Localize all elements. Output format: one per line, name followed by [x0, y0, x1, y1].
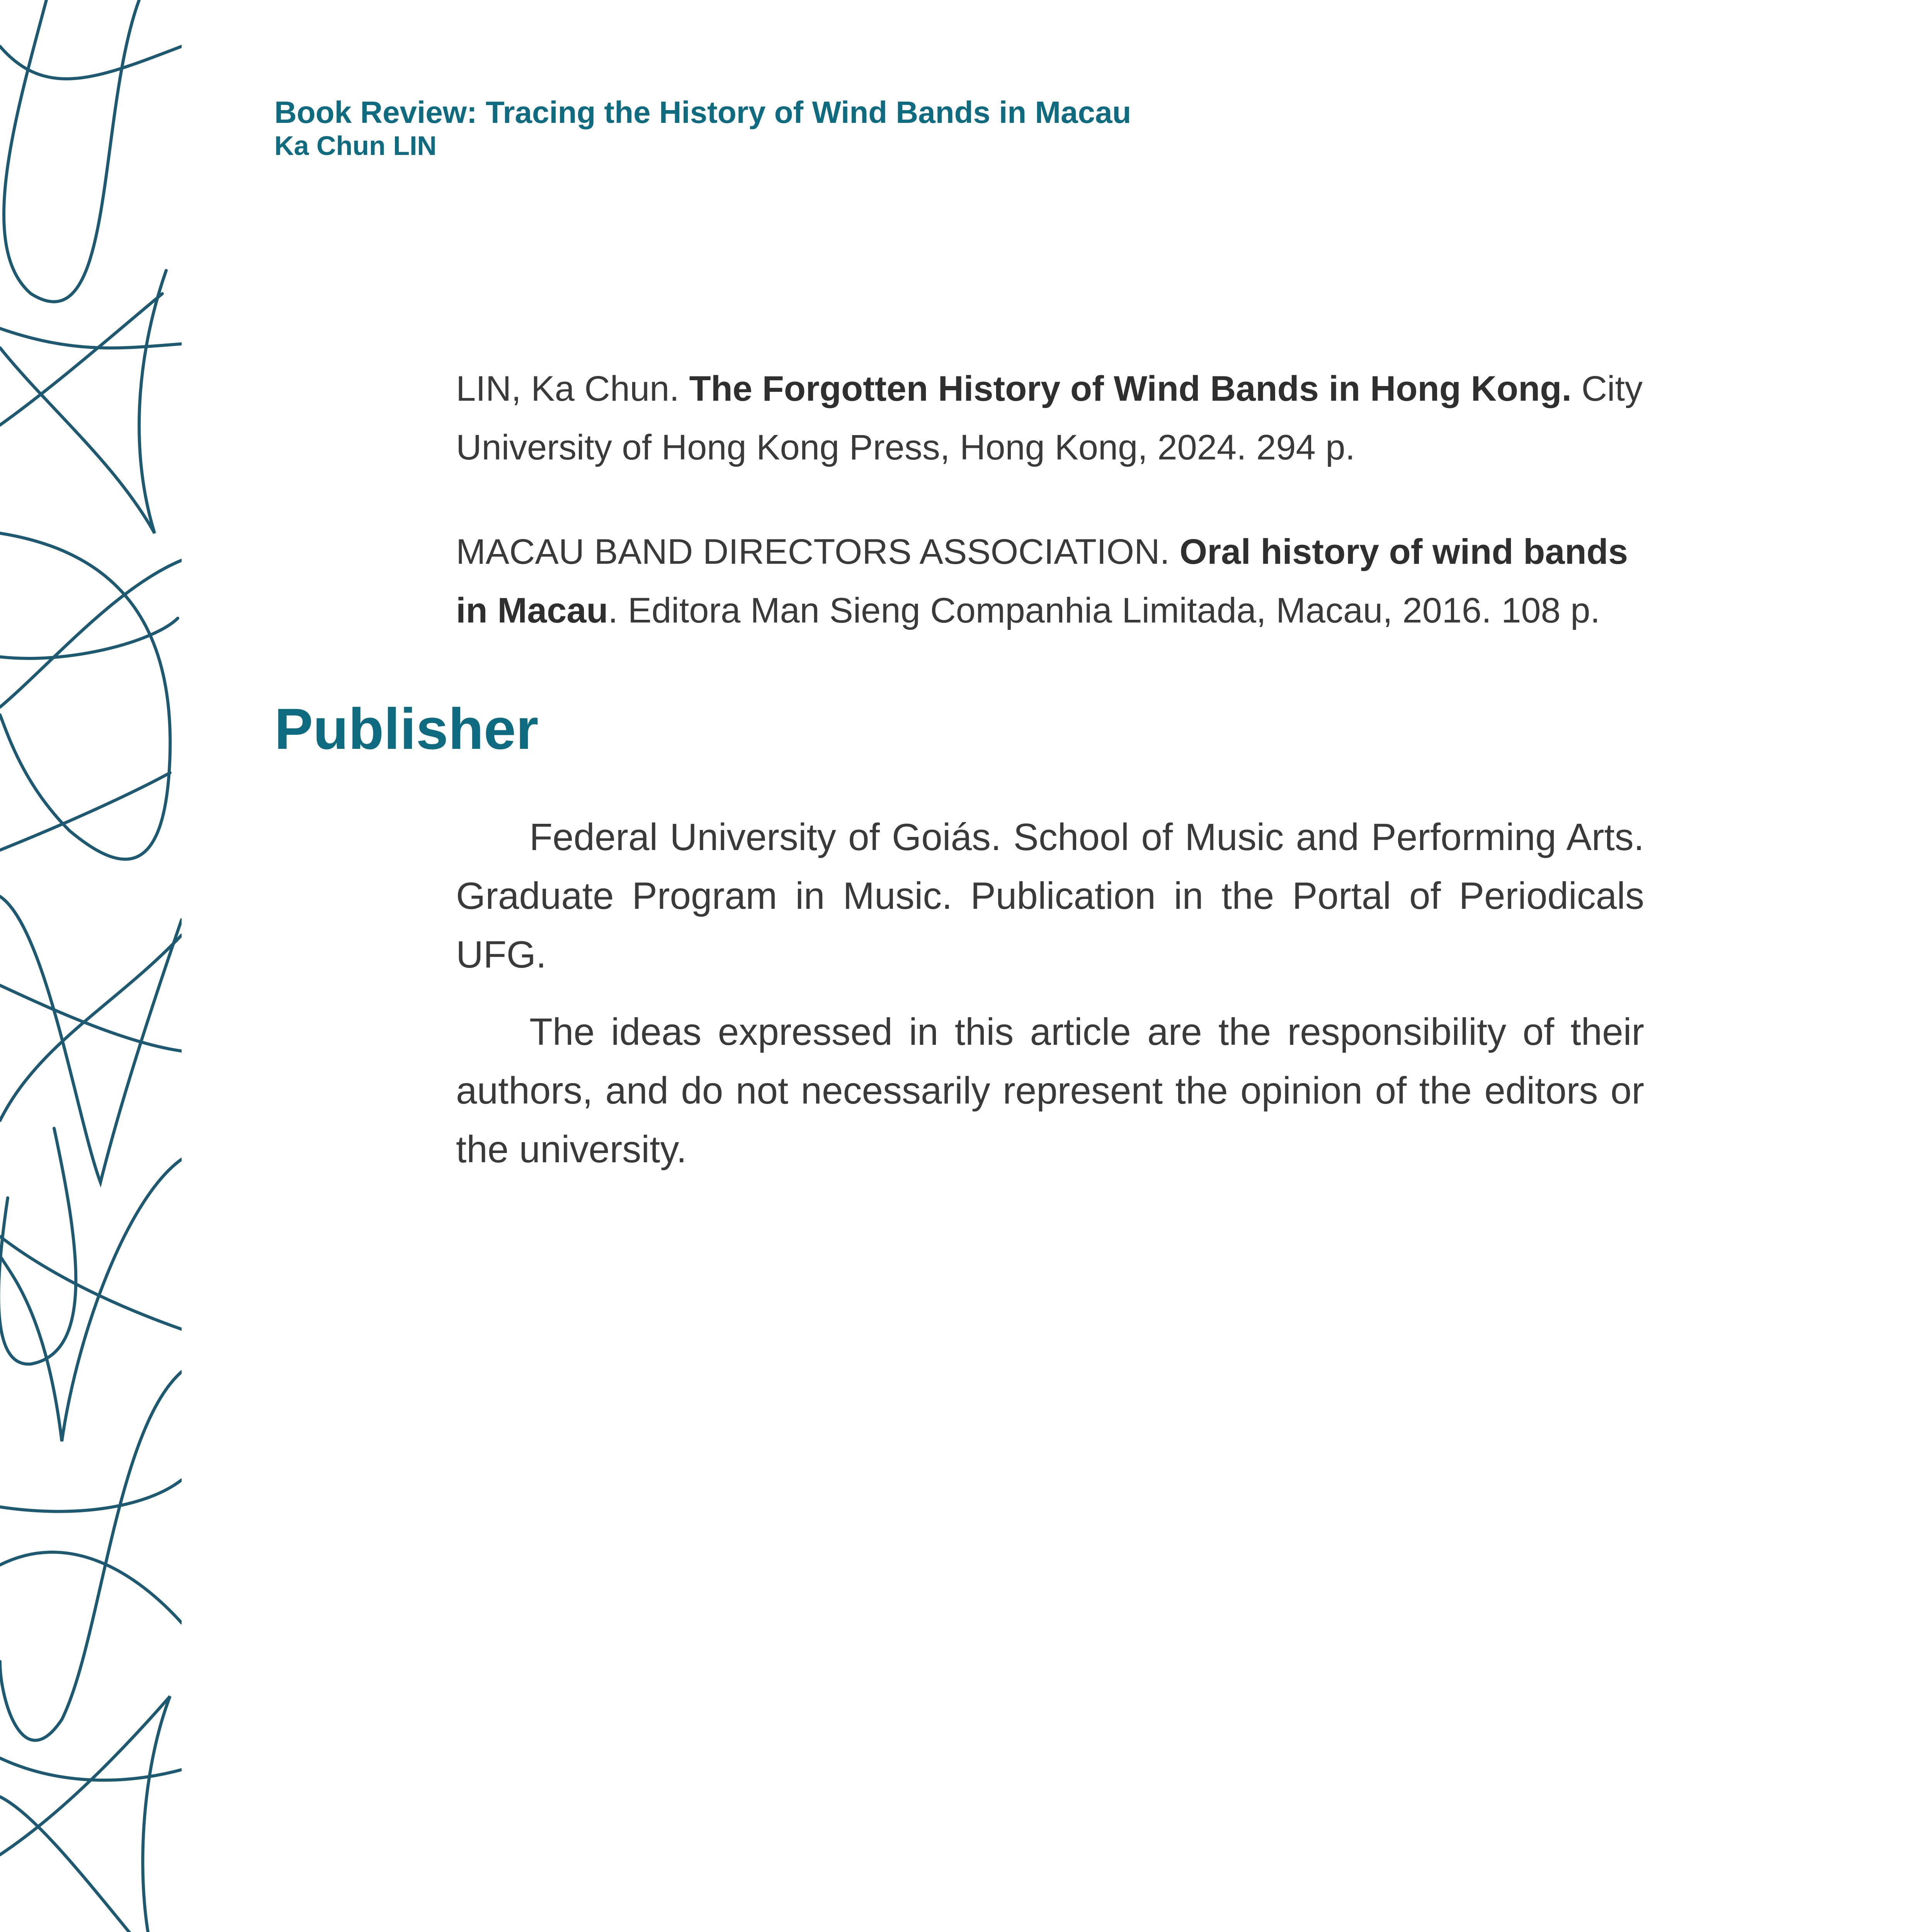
publisher-body: [456, 808, 1644, 1197]
reference-suffix: City University of Hong Kong Press, Hong Kong, 2024. 294 p.: [456, 369, 1643, 467]
running-header-author: Ka Chun LIN: [274, 131, 437, 161]
reference-title: The Forgotten History of Wind Bands in Hong Kong.: [689, 369, 1572, 408]
reference-prefix: MACAU BAND DIRECTORS ASSOCIATION.: [456, 532, 1180, 571]
reference-entry: [456, 359, 1646, 477]
running-header-title: Book Review: Tracing the History of Wind Bands in Macau: [274, 95, 1131, 129]
reference-prefix: LIN, Ka Chun.: [456, 369, 689, 408]
reference-title: Oral history of wind bands in Macau: [456, 532, 1628, 630]
running-header: [274, 95, 1131, 162]
reference-entry: [456, 522, 1646, 640]
publisher-paragraph: Federal University of Goiás. School of Music and Performing Arts. Graduate Program in Music. Publication in the Portal of Periodicals UFG.: [456, 816, 1644, 976]
reference-list: [456, 359, 1646, 685]
publisher-heading: Publisher: [274, 696, 539, 761]
decorative-curve-border: [0, 0, 182, 1932]
reference-suffix: . Editora Man Sieng Companhia Limitada, Macau, 2016. 108 p.: [608, 591, 1600, 630]
publisher-paragraph: The ideas expressed in this article are the responsibility of their authors, and do not necessarily represent the opinion of the editors or the university.: [456, 1010, 1644, 1170]
